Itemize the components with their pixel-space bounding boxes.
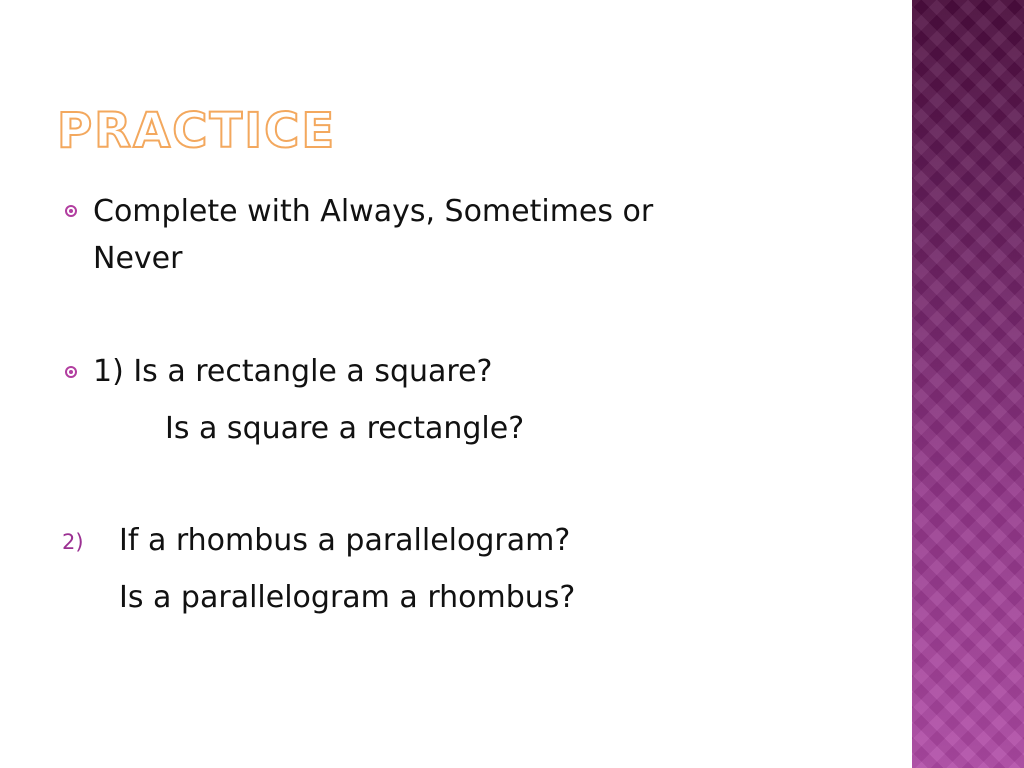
question-2-line-1: If a rhombus a parallelogram?	[119, 523, 571, 558]
question-number-2: 2)	[62, 530, 84, 554]
slide-title: PRACTICE	[57, 103, 337, 159]
instruction-line-1: Complete with Always, Sometimes or	[93, 194, 654, 229]
target-bullet-icon	[65, 205, 77, 217]
decorative-side-band	[912, 0, 1024, 768]
instruction-line-2: Never	[93, 241, 183, 276]
question-2-line-2: Is a parallelogram a rhombus?	[119, 580, 576, 615]
question-1-line-1: 1) Is a rectangle a square?	[93, 354, 493, 389]
target-bullet-icon	[65, 366, 77, 378]
question-1-line-2: Is a square a rectangle?	[165, 411, 525, 446]
